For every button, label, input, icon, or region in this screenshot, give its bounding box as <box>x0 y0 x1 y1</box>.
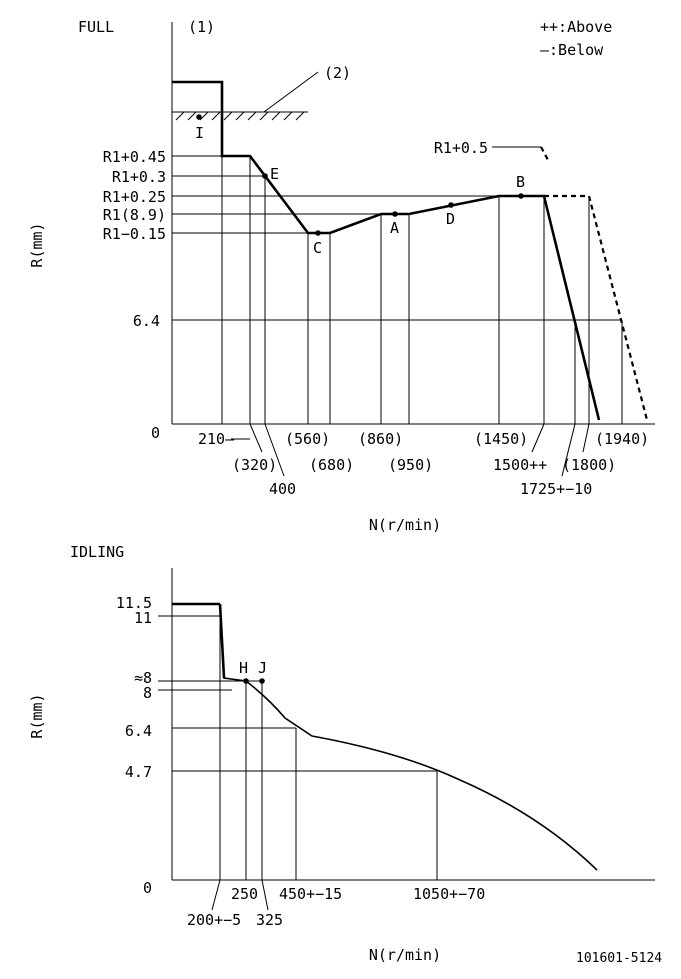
point-b-label: B <box>516 173 526 191</box>
part-number: 101601-5124 <box>576 951 663 966</box>
idling-leader-200 <box>212 880 220 910</box>
note-1-label: (1) <box>188 18 216 36</box>
x-label-1500: 1500++ <box>493 456 548 474</box>
idling-mode-label: IDLING <box>70 543 125 561</box>
idling-x-label-325: 325 <box>256 911 284 929</box>
idling-y-label-zero: 0 <box>142 879 152 897</box>
point-c-label: C <box>313 239 323 257</box>
x-label-680: (680) <box>309 456 355 474</box>
idling-chart <box>28 543 655 964</box>
idling-y-label-approx8: ≈8 <box>133 669 152 687</box>
full-load-curve <box>172 82 599 420</box>
idling-x-label-250: 250 <box>231 885 259 903</box>
x-label-560: (560) <box>285 430 331 448</box>
x-label-860: (860) <box>358 430 404 448</box>
idling-x-label-1050: 1050+−70 <box>413 885 486 903</box>
idling-x-label-450: 450+−15 <box>279 885 343 903</box>
upper-tolerance-curve <box>541 147 548 160</box>
x-label-400: 400 <box>269 480 297 498</box>
idling-y-axis-label: R(mm) <box>28 693 46 739</box>
y-label-zero: 0 <box>150 424 160 442</box>
x-label-210: 210— <box>198 430 235 448</box>
x-label-1940: (1940) <box>595 430 650 448</box>
y-label-r1-plus-025: R1+0.25 <box>102 188 166 206</box>
y-label-r1-plus-045: R1+0.45 <box>102 148 166 166</box>
legend-above: ++:Above <box>540 18 613 36</box>
idling-x-label-200: 200+−5 <box>187 911 242 929</box>
point-i-marker <box>196 114 202 120</box>
note-2-label: (2) <box>324 64 352 82</box>
point-j-label: J <box>258 659 268 677</box>
point-h-marker <box>243 678 249 684</box>
idling-y-label-11: 11 <box>133 609 152 627</box>
stop-limit-hatching <box>176 112 304 120</box>
x-label-950: (950) <box>388 456 434 474</box>
y-label-r1-plus-05: R1+0.5 <box>433 139 488 157</box>
point-e-label: E <box>270 165 280 183</box>
note-2-leader <box>264 72 318 112</box>
upper-tolerance-tail <box>544 196 647 420</box>
point-c-marker <box>315 230 321 236</box>
x-label-1800: (1800) <box>562 456 617 474</box>
idling-y-label-64: 6.4 <box>124 722 152 740</box>
x-label-1450: (1450) <box>474 430 529 448</box>
idling-leader-325 <box>262 880 268 910</box>
idling-y-label-8: 8 <box>142 684 152 702</box>
point-d-label: D <box>446 210 456 228</box>
idling-y-label-47: 4.7 <box>124 763 152 781</box>
full-y-axis-label: R(mm) <box>28 222 46 268</box>
idling-vertical-guides <box>220 604 437 880</box>
full-points <box>196 114 524 236</box>
y-label-r1-89: R1(8.9) <box>102 206 166 224</box>
y-label-r1-plus-03: R1+0.3 <box>111 168 166 186</box>
full-mode-label: FULL <box>78 18 115 36</box>
point-a-label: A <box>390 219 400 237</box>
point-e-marker <box>262 173 268 179</box>
full-load-chart <box>28 18 655 534</box>
point-i-label: I <box>195 124 205 142</box>
point-j-marker <box>259 678 265 684</box>
x-label-320: (320) <box>232 456 278 474</box>
point-d-marker <box>448 202 454 208</box>
point-a-marker <box>392 211 398 217</box>
legend-below: —:Below <box>540 41 604 59</box>
y-label-64: 6.4 <box>132 312 160 330</box>
point-b-marker <box>518 193 524 199</box>
idling-step-down <box>220 604 224 678</box>
point-h-label: H <box>239 659 249 677</box>
idling-y-label-115: 11.5 <box>115 594 152 612</box>
full-x-axis-label: N(r/min) <box>368 516 442 534</box>
idling-x-axis-label: N(r/min) <box>368 946 442 964</box>
y-label-r1-minus-015: R1−0.15 <box>102 225 166 243</box>
idling-droop-curve <box>220 604 597 870</box>
x-label-1725: 1725+−10 <box>520 480 593 498</box>
